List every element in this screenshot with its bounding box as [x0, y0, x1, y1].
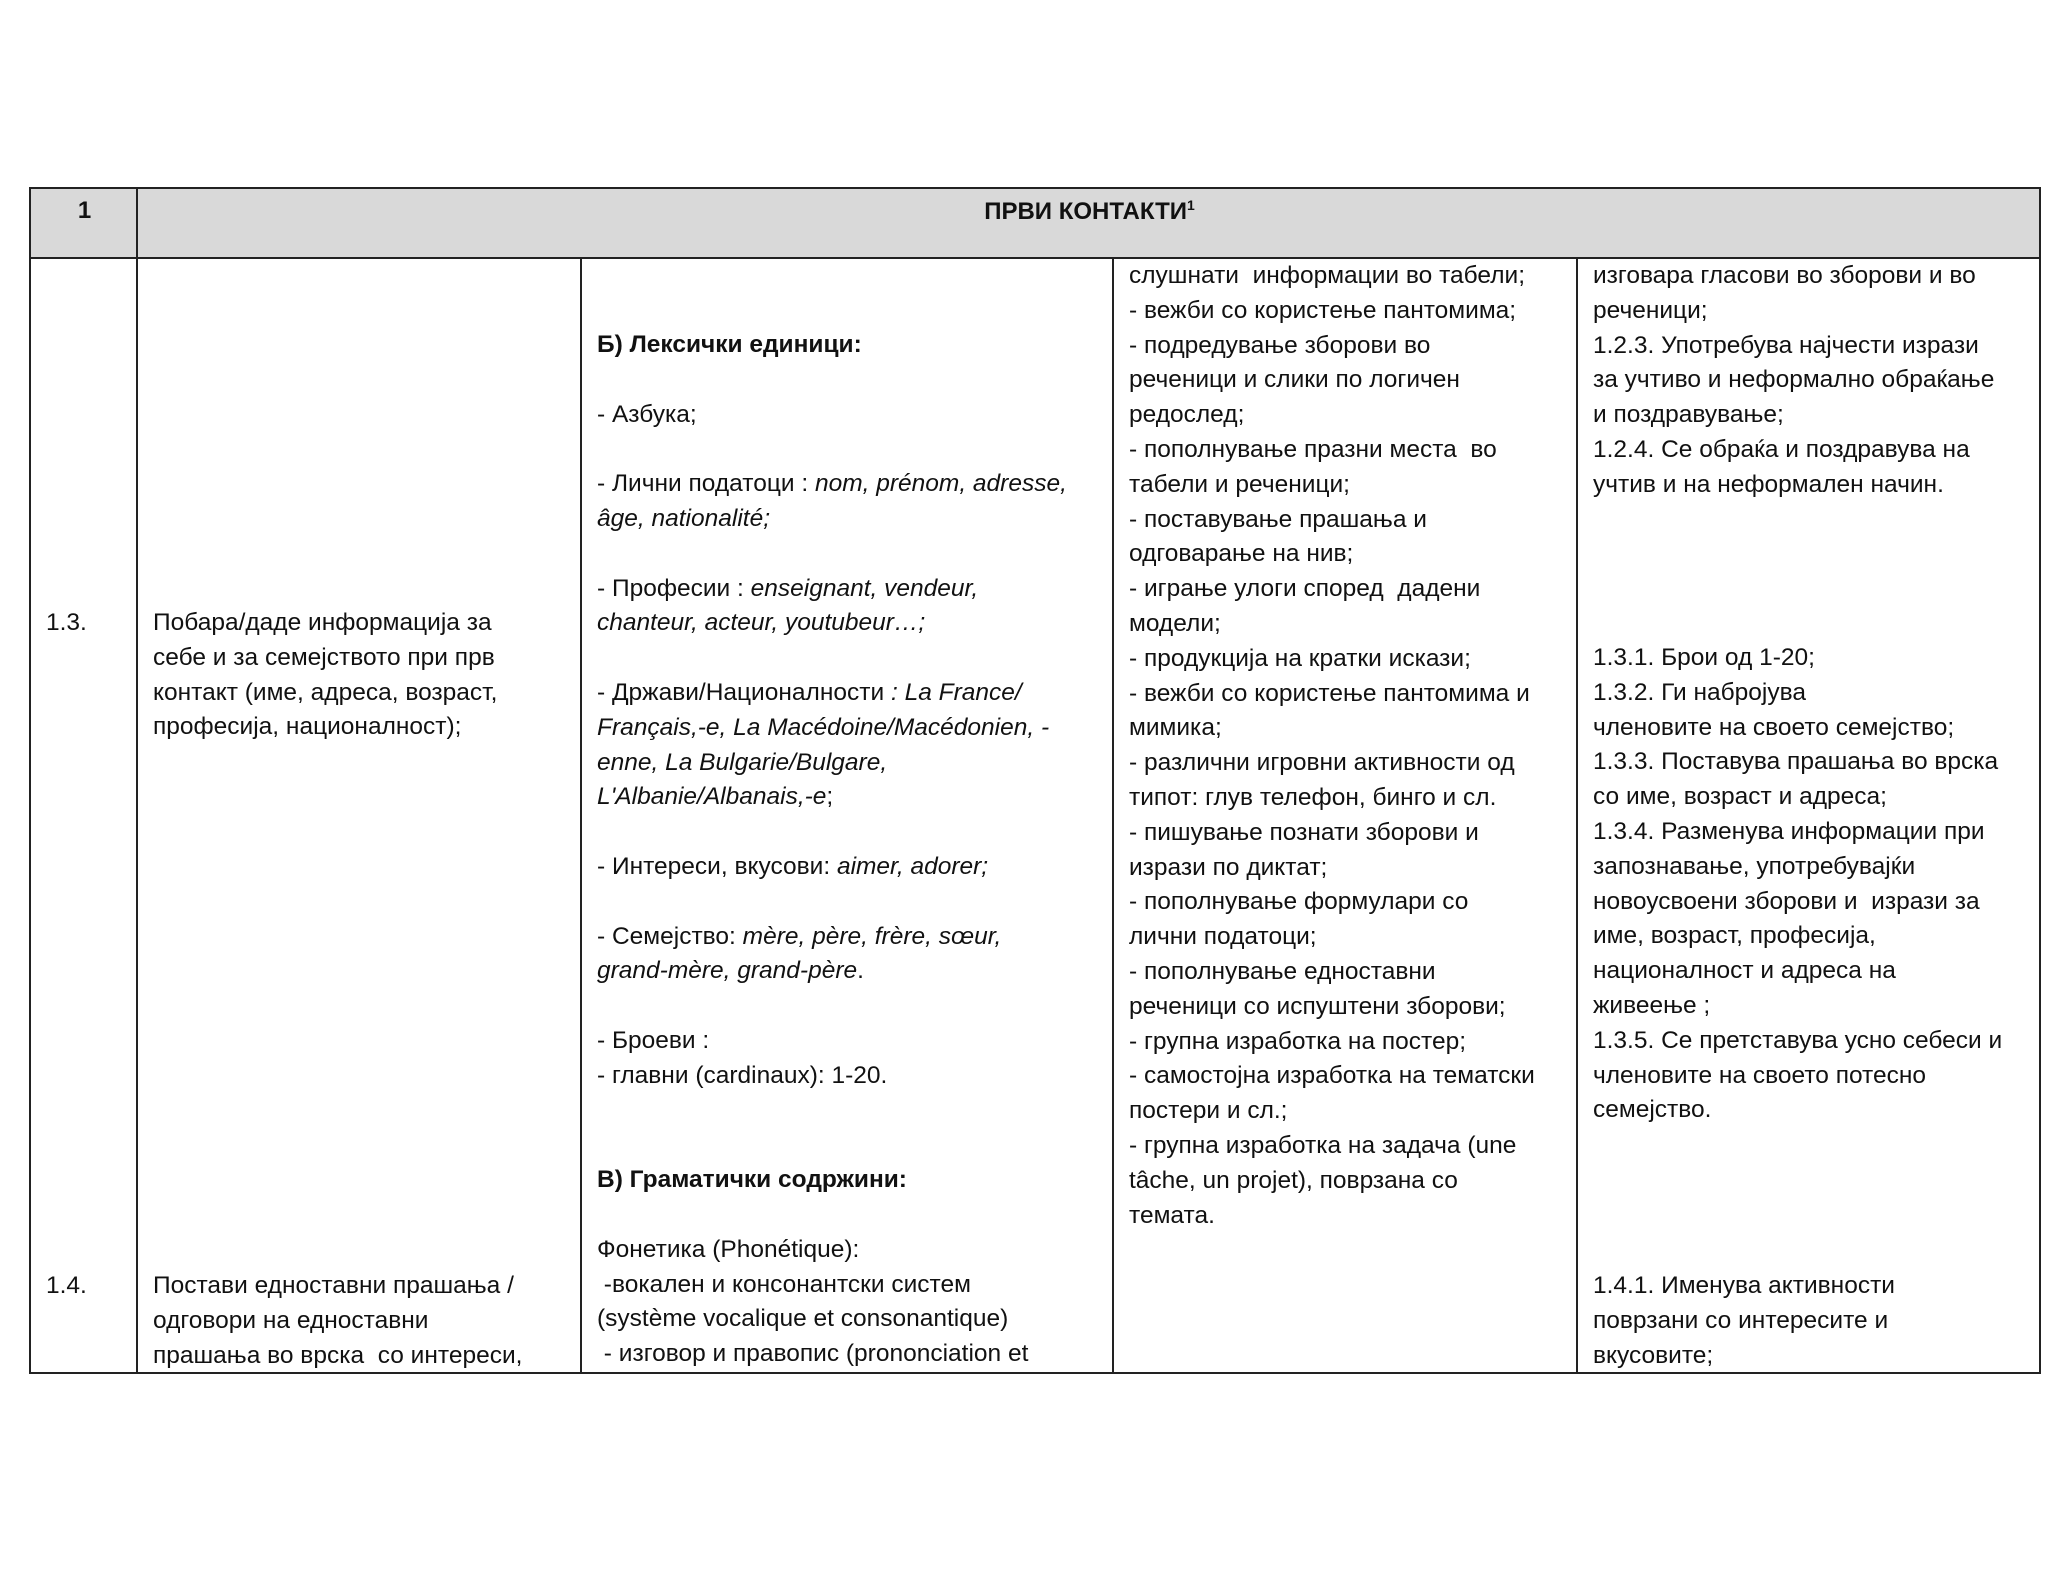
text-line: - групна изработка на постер;	[1129, 1027, 1467, 1055]
outcomes-block-1	[1593, 259, 1994, 503]
text-line: Побара/даде информација за	[153, 609, 492, 636]
item-number: 1.4.	[46, 1272, 87, 1299]
text-line: - пополнување празни места во	[1129, 435, 1497, 463]
text-line: изрази по диктат;	[1129, 853, 1328, 881]
text-line: прашања во врска со интереси,	[153, 1341, 523, 1369]
text-line: - Интереси, вкусови: aimer, adorer;	[597, 852, 989, 880]
header-title-text: ПРВИ КОНТАКТИ	[984, 198, 1187, 225]
text-line: поврзани со интересите и	[1593, 1306, 1889, 1334]
text-line: новоусвоени зборови и изрази за	[1593, 887, 1980, 915]
text-line: -вокален и консонантски систем	[597, 1270, 971, 1298]
text-line: за учтиво и неформално обраќање	[1593, 366, 1995, 394]
outcomes-block-2	[1593, 641, 2002, 1128]
text-line: учтив и на неформален начин.	[1593, 470, 1944, 498]
text-line: семејство.	[1593, 1096, 1712, 1124]
curriculum-table	[29, 187, 2041, 1374]
column-divider	[1112, 259, 1114, 1374]
text-line: лични податоци;	[1129, 923, 1317, 951]
text-line: (système vocalique et consonantique)	[597, 1305, 1009, 1333]
text-line: постери и сл.;	[1129, 1097, 1288, 1125]
text-line: - подредување зборови во	[1129, 331, 1431, 359]
text-line: tâche, un projet), поврзана со	[1129, 1166, 1458, 1194]
text-line: националност и адреса на	[1593, 957, 1896, 985]
text-line: вкусовите;	[1593, 1341, 1714, 1369]
text-line: Français,-e, La Macédoine/Macédonien, -	[597, 713, 1050, 741]
text-line: 1.2.4. Се обраќа и поздравува на	[1593, 435, 1970, 463]
outcomes-block-3	[1593, 1269, 1895, 1373]
column-divider	[580, 259, 582, 1374]
text-line: реченици;	[1593, 296, 1708, 324]
header-title	[138, 189, 2041, 259]
text-line: темата.	[1129, 1201, 1215, 1229]
table-header-row	[29, 187, 2041, 259]
text-line: слушнати информации во табели;	[1129, 262, 1525, 289]
text-line: 1.3.3. Поставува прашања во врска	[1593, 748, 1999, 776]
header-number: 1	[77, 197, 92, 224]
text-line: реченици и слики по логичен	[1129, 366, 1460, 394]
text-line: 1.4.1. Именува активности	[1593, 1272, 1895, 1299]
text-line: - Држави/Националности : La France/	[597, 678, 1022, 706]
text-line: L'Albanie/Albanais,-e;	[597, 783, 834, 811]
text-line: членовите на своето потесно	[1593, 1061, 1927, 1089]
footnote-mark: 1	[1187, 197, 1195, 213]
text-line: - играње улоги според дадени	[1129, 575, 1481, 603]
text-line: членовите на своето семејство;	[1593, 713, 1955, 741]
text-line: Постави едноставни прашања /	[153, 1272, 514, 1299]
text-line: - главни (cardinaux): 1-20.	[597, 1061, 888, 1089]
text-line: âge, nationalité;	[597, 504, 770, 532]
text-line: - групна изработка на задача (une	[1129, 1131, 1517, 1159]
text-line: одговарање на нив;	[1129, 540, 1354, 568]
text-line: - Професии : enseignant, vendeur,	[597, 574, 979, 602]
text-line: chanteur, acteur, youtubeur…;	[597, 609, 926, 637]
text-line: - Лични податоци : nom, prénom, adresse,	[597, 470, 1067, 498]
column-divider	[1576, 259, 1578, 1374]
grammar-heading: В) Граматички содржини:	[597, 1166, 907, 1194]
objective-1	[153, 606, 497, 745]
text-line: модели;	[1129, 609, 1221, 637]
text-line: - продукција на кратки искази;	[1129, 644, 1471, 672]
text-line: - пополнување едноставни	[1129, 957, 1436, 985]
text-line: - различни игровни активности од	[1129, 749, 1515, 777]
text-line: и поздравување;	[1593, 401, 1784, 429]
text-line: живеење ;	[1593, 991, 1711, 1019]
text-line: - пишување познати зборови и	[1129, 818, 1479, 846]
text-line: enne, La Bulgarie/Bulgare,	[597, 748, 888, 776]
text-line: професија, националност);	[153, 713, 462, 741]
text-line: - изговор и правопис (prononciation et	[597, 1340, 1029, 1368]
text-line: Фонетика (Phonétique):	[597, 1235, 860, 1263]
text-line: - Азбука;	[597, 400, 697, 428]
text-line: 1.2.3. Употребува најчести изрази	[1593, 331, 1979, 359]
text-line: име, возраст, професија,	[1593, 922, 1876, 950]
item-number: 1.3.	[46, 609, 87, 636]
text-line: 1.3.1. Брои од 1-20;	[1593, 644, 1815, 671]
text-line: - поставување прашања и	[1129, 505, 1427, 533]
column-divider	[136, 259, 138, 1374]
text-line: контакт (име, адреса, возраст,	[153, 678, 498, 706]
text-line: со име, возраст и адреса;	[1593, 783, 1887, 811]
text-line: - пополнување формулари со	[1129, 888, 1469, 916]
text-line: 1.3.2. Ги набројува	[1593, 678, 1806, 706]
objective-2	[153, 1269, 522, 1373]
text-line: - самостојна изработка на тематски	[1129, 1062, 1535, 1090]
text-line: - Броеви :	[597, 1026, 710, 1054]
text-line: - вежби со користење пантомима;	[1129, 296, 1517, 324]
text-line: 1.3.5. Се претставува усно себеси и	[1593, 1026, 2003, 1054]
col-activities	[1129, 259, 1574, 1233]
text-line: табели и реченици;	[1129, 470, 1350, 498]
text-line: - вежби со користење пантомима и	[1129, 679, 1530, 707]
text-line: мимика;	[1129, 714, 1222, 742]
text-line: - Семејство: mère, père, frère, sœur,	[597, 922, 1002, 950]
text-line: типот: глув телефон, бинго и сл.	[1129, 783, 1497, 811]
text-line: одговори на едноставни	[153, 1306, 429, 1334]
text-line: запознавање, употребувајќи	[1593, 852, 1916, 880]
text-line: grand-mère, grand-père.	[597, 957, 864, 985]
text-line: изговара гласови во зборови и во	[1593, 262, 1976, 289]
lexical-heading: Б) Лексички единици:	[597, 331, 862, 358]
text-line: реченици со испуштени зборови;	[1129, 992, 1506, 1020]
col-content	[597, 328, 1110, 1372]
text-line: 1.3.4. Разменува информации при	[1593, 817, 1985, 845]
table-body-row	[29, 259, 2041, 1374]
activities-list	[1129, 259, 1574, 1233]
text-line: редослед;	[1129, 401, 1245, 429]
text-line: себе и за семејството при прв	[153, 643, 495, 671]
